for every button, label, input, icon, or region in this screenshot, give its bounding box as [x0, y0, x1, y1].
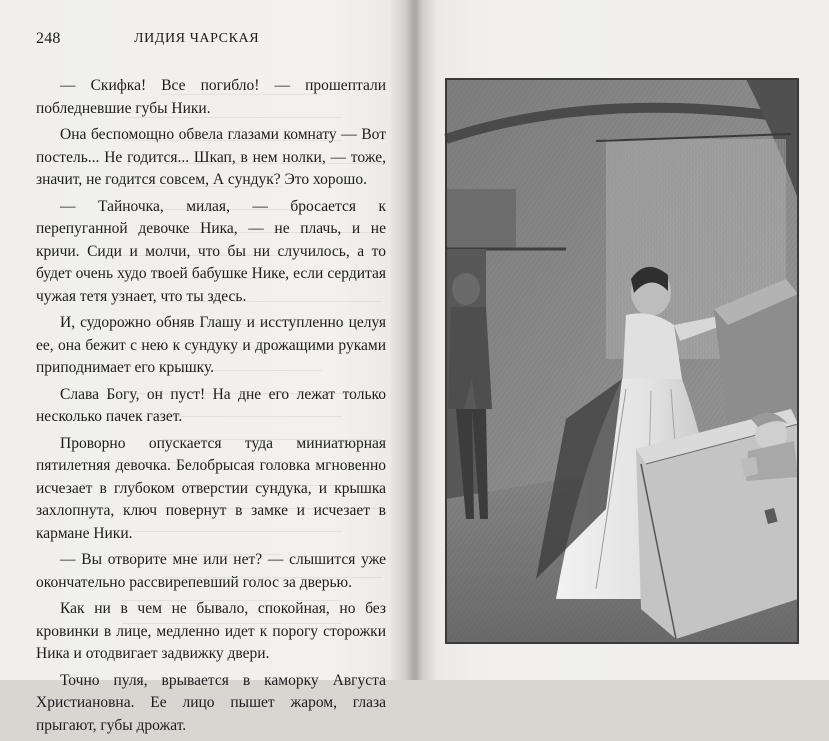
paragraph: — Скифка! Все погибло! — прошептали побледневшие губы Ники.: [36, 77, 386, 117]
paragraph: И, судорожно обняв Глашу и исступленно целуя ее, она бежит с нею к сундуку и дрожащими руками приподнимает его крышку.: [36, 314, 386, 376]
paragraph: Слава Богу, он пуст! На дне его лежат только несколько пачек газет.: [36, 385, 386, 425]
paragraph: Как ни в чем не бывало, спокойная, но без кровинки в лице, медленно идет к порогу сторожки Ника и отодвигает задвижку двери.: [36, 600, 386, 662]
paragraph: — Тайночка, милая, — бросается к перепуганной девочке Ника, — не плачь, и не кричи. Сиди и молчи, что бы ни случилось, а то будет очень худо твоей бабушке Нике, если сердитая чужая тетя узнает, что ты здесь.: [36, 197, 386, 305]
running-head: [36, 30, 366, 54]
paragraph: Она беспомощно обвела глазами комнату — Вот постель... Не годится... Шкап, в нем нолки, — тоже, значит, не годится совсем, А сундук? Это хорошо.: [36, 126, 386, 188]
shelf: [446, 189, 516, 249]
paragraph: Точно пуля, врывается в каморку Августа Христиановна. Ее лицо пышет жаром, глаза прыгают, губы дрожат.: [36, 671, 386, 734]
engraving-illustration: [446, 79, 798, 643]
running-title: ЛИДИЯ ЧАРСКАЯ: [134, 31, 260, 46]
page-number: 248: [36, 30, 61, 47]
illustration: [445, 78, 799, 644]
right-page: [412, 0, 829, 680]
left-page: [0, 0, 412, 734]
paragraph: Проворно опускается туда миниатюрная пятилетняя девочка. Белобрысая головка мгновенно исчезает в глубоком отверстии сундука, и крышка захлопнута, ключ повернут в замке и исчезает в кармане Ники.: [36, 434, 386, 542]
text-block: [36, 75, 386, 741]
paragraph: — Вы отворите мне или нет? — слышится уже окончательно рассвирепевший голос за дверью.: [36, 551, 386, 591]
